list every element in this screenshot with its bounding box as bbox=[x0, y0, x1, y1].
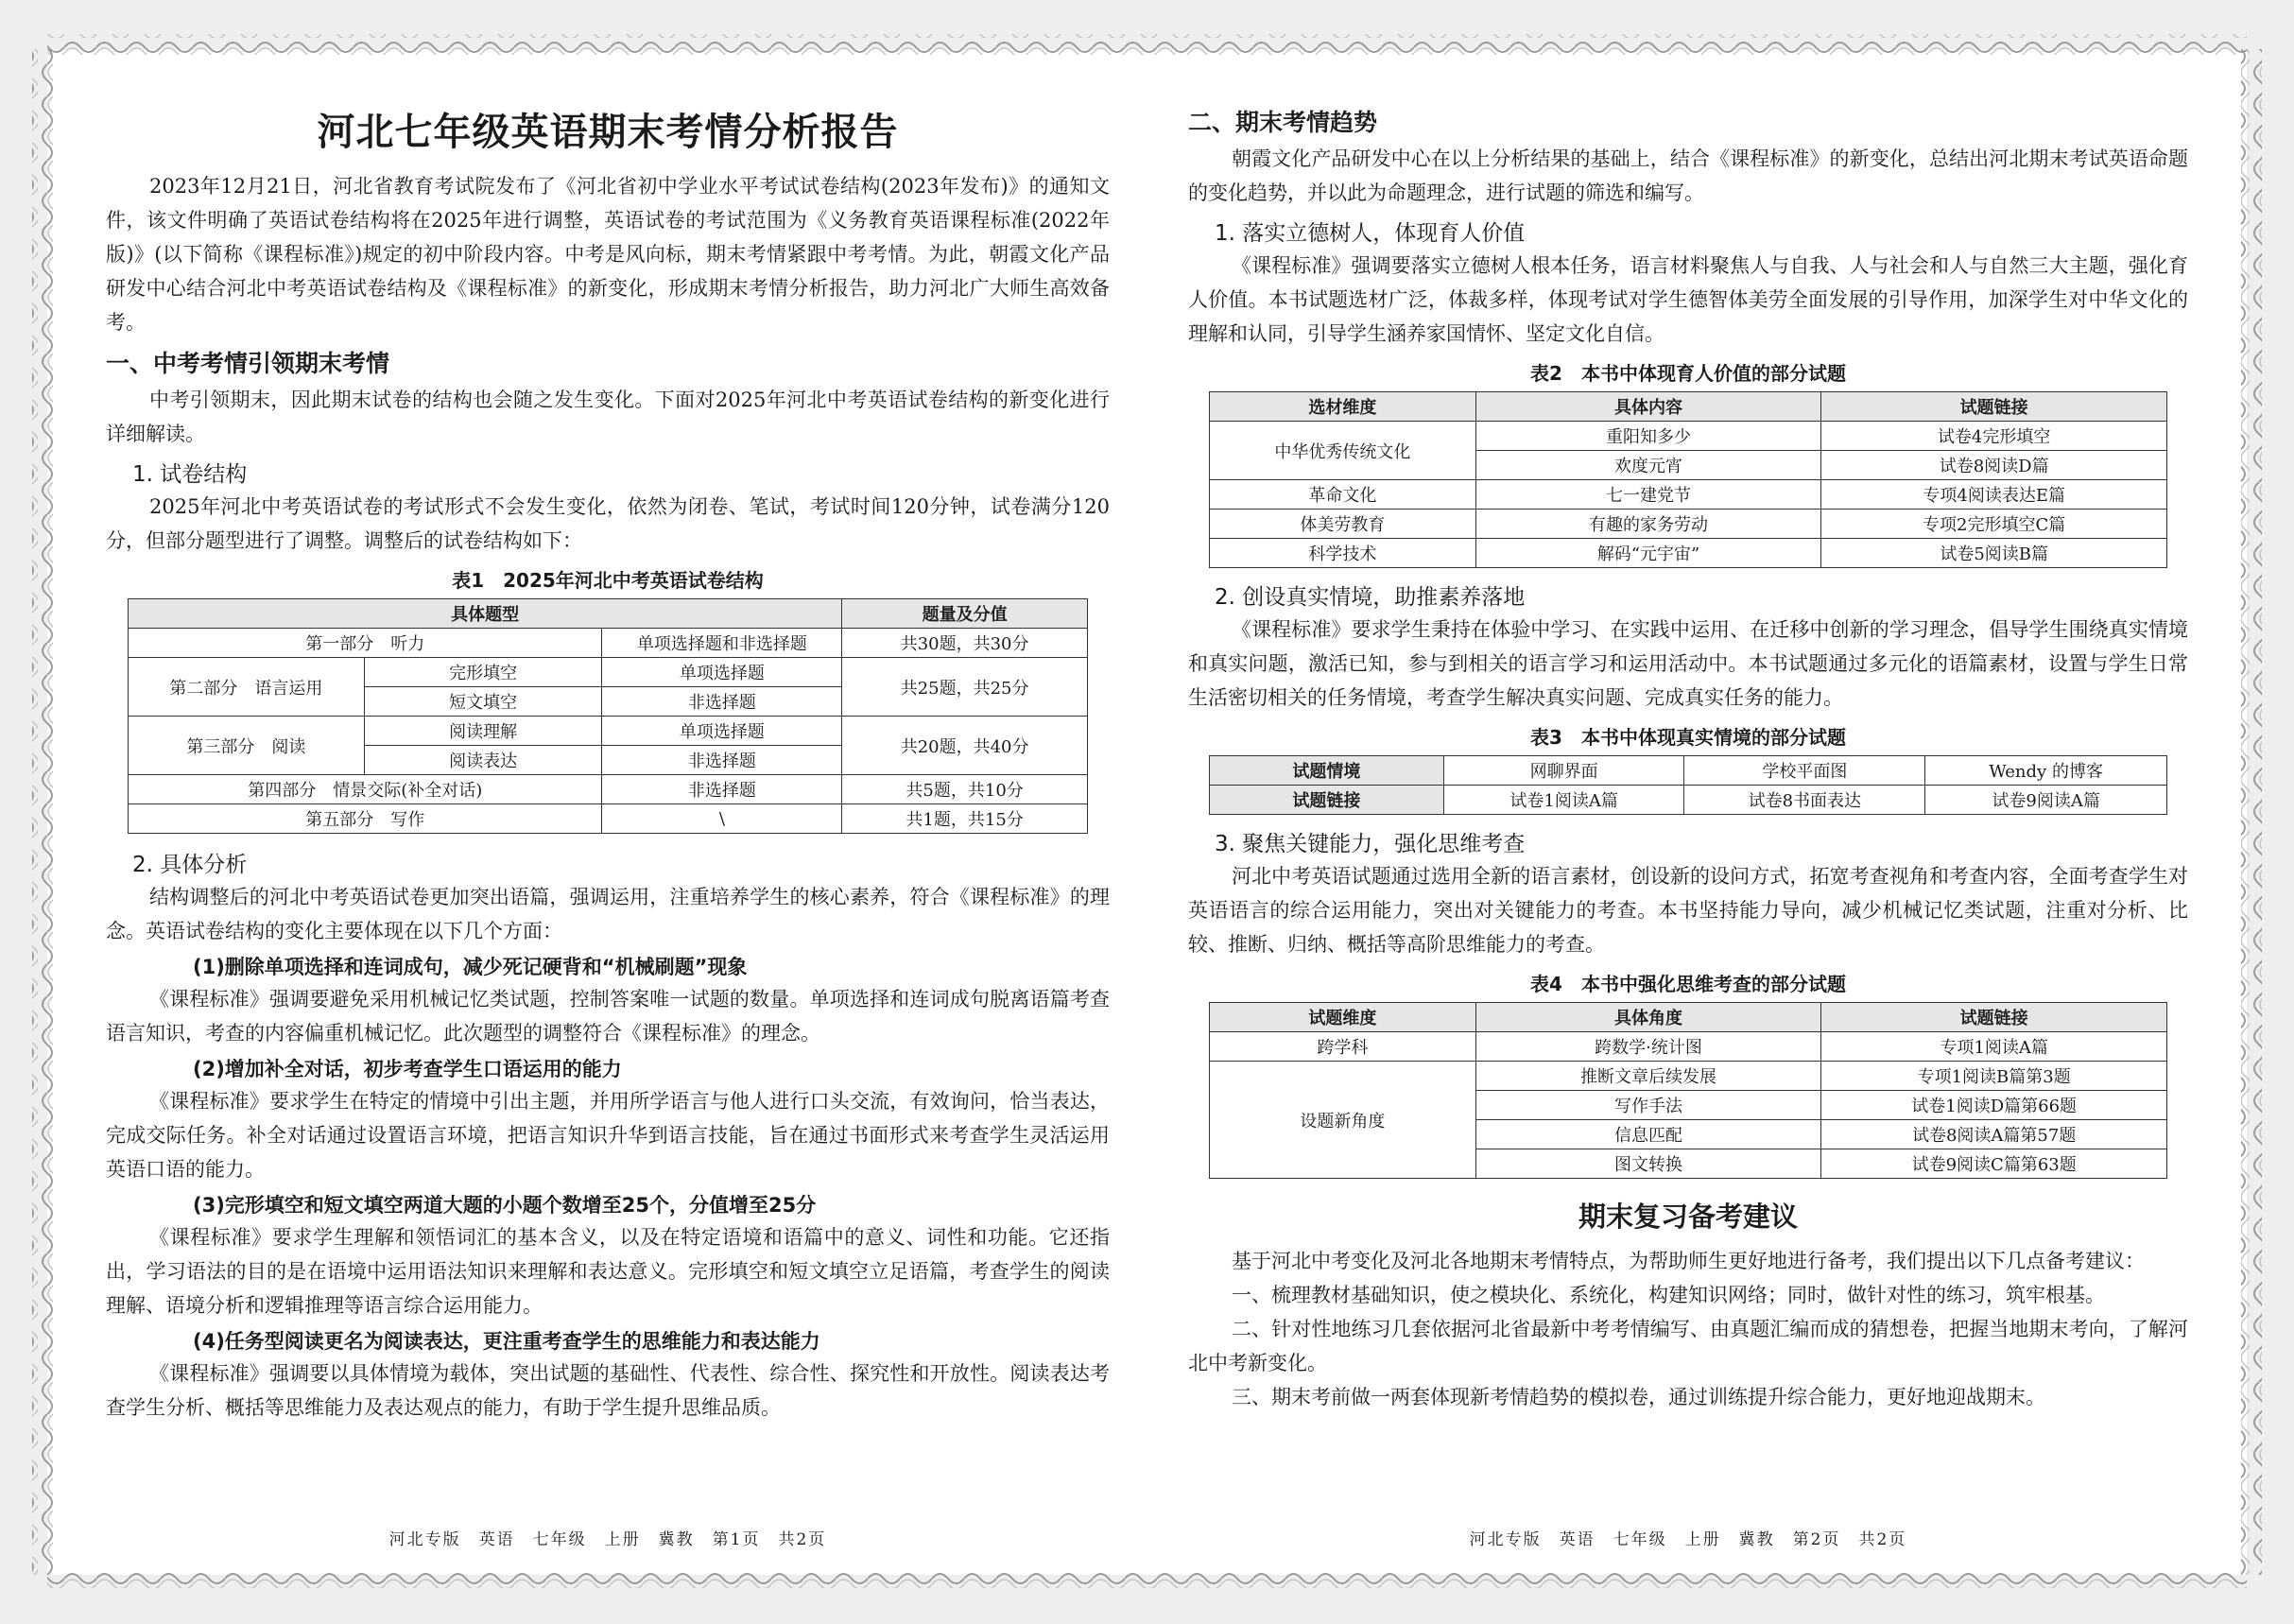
table-cell: 专项1阅读B篇第3题 bbox=[1821, 1062, 2167, 1091]
table-1 bbox=[128, 598, 1088, 834]
table-cell: 解码“元宇宙” bbox=[1475, 539, 1821, 568]
advice-intro: 基于河北中考变化及河北各地期末考情特点，为帮助师生更好地进行备考，我们提出以下几点备考建议： bbox=[1232, 1250, 2145, 1272]
table-cell: 完形填空 bbox=[364, 658, 602, 687]
paper-structure-paragraph: 2025年河北中考英语试卷的考试形式不会发生变化，依然为闭卷、笔试，考试时间120分钟，试卷满分120分，但部分题型进行了调整。调整后的试卷结构如下： bbox=[106, 495, 1110, 552]
section-2-heading: 二、期末考情趋势 bbox=[1188, 109, 1378, 136]
table-cell: 短文填空 bbox=[364, 687, 602, 717]
table-cell: 试题情境 bbox=[1210, 756, 1444, 786]
table-cell: 试卷4完形填空 bbox=[1821, 422, 2167, 451]
page-1 bbox=[106, 66, 1110, 1425]
advice-item-1: 一、梳理教材基础知识，使之模块化、系统化，构建知识网络；同时，做针对性的练习，筑牢根基。 bbox=[1232, 1284, 2105, 1306]
table-cell: 学校平面图 bbox=[1684, 756, 1925, 786]
table-row bbox=[1210, 786, 2167, 815]
table-cell: 专项1阅读A篇 bbox=[1821, 1032, 2167, 1062]
table-cell: 重阳知多少 bbox=[1475, 422, 1821, 451]
table-cell: 非选择题 bbox=[602, 687, 842, 717]
table-cell: 共1题，共15分 bbox=[842, 804, 1088, 834]
table-row bbox=[1210, 480, 2167, 510]
table-header: 具体角度 bbox=[1475, 1003, 1821, 1032]
table-row bbox=[1210, 1003, 2167, 1032]
point-2-heading: (2)增加补全对话，初步考查学生口语运用的能力 bbox=[193, 1058, 622, 1080]
section-1-paragraph: 中考引领期末，因此期末试卷的结构也会随之发生变化。下面对2025年河北中考英语试卷结构的新变化进行详细解读。 bbox=[106, 389, 1110, 445]
table-cell: 阅读表达 bbox=[364, 746, 602, 775]
table-cell: 跨数学·统计图 bbox=[1475, 1032, 1821, 1062]
advice-title: 期末复习备考建议 bbox=[1578, 1201, 1798, 1233]
table-cell: 试卷1阅读A篇 bbox=[1443, 786, 1684, 815]
table-cell: 革命文化 bbox=[1210, 480, 1476, 510]
table-cell: 试题链接 bbox=[1210, 786, 1444, 815]
table-cell: 第三部分 阅读 bbox=[129, 717, 365, 775]
table-row bbox=[1210, 392, 2167, 422]
point-4-paragraph: 《课程标准》强调要以具体情境为载体，突出试题的基础性、代表性、综合性、探究性和开放性。阅读表达考查学生分析、概括等思维能力及表达观点的能力，有助于学生提升思维品质。 bbox=[106, 1362, 1110, 1419]
table-row bbox=[129, 804, 1088, 834]
report-title: 河北七年级英语期末考情分析报告 bbox=[317, 111, 899, 154]
table-cell: 共20题，共40分 bbox=[842, 717, 1088, 775]
advice-item-2: 二、针对性地练习几套依据河北省最新中考考情编写、由真题汇编而成的猜想卷，把握当地期末考向，了解河北中考新变化。 bbox=[1188, 1318, 2188, 1374]
point-3-heading: (3)完形填空和短文填空两道大题的小题个数增至25个，分值增至25分 bbox=[193, 1194, 817, 1217]
table-header: 试题链接 bbox=[1821, 1003, 2167, 1032]
page-2-footer: 河北专版 英语 七年级 上册 冀教 第2页 共2页 bbox=[1469, 1530, 1907, 1549]
subsection-analysis: 2. 具体分析 bbox=[132, 853, 248, 877]
table-cell: 试卷9阅读C篇第63题 bbox=[1821, 1149, 2167, 1179]
table-cell: 专项2完形填空C篇 bbox=[1821, 510, 2167, 539]
table-cell: 第二部分 语言运用 bbox=[129, 658, 365, 717]
table-cell: 网聊界面 bbox=[1443, 756, 1684, 786]
point-4-heading: (4)任务型阅读更名为阅读表达，更注重考查学生的思维能力和表达能力 bbox=[193, 1330, 820, 1353]
point-1-heading: (1)删除单项选择和连词成句，减少死记硬背和“机械刷题”现象 bbox=[193, 956, 748, 978]
table-cell: 单项选择题和非选择题 bbox=[602, 629, 842, 658]
table-4-caption: 表4 本书中强化思维考查的部分试题 bbox=[1530, 973, 1846, 995]
table-row bbox=[129, 629, 1088, 658]
trend-2-heading: 2. 创设真实情境，助推素养落地 bbox=[1215, 585, 1526, 610]
table-cell: 试卷8阅读D篇 bbox=[1821, 451, 2167, 480]
table-row bbox=[1210, 1032, 2167, 1062]
table-cell: 试卷1阅读D篇第66题 bbox=[1821, 1091, 2167, 1120]
subsection-paper-structure: 1. 试卷结构 bbox=[132, 462, 248, 487]
table-header: 具体题型 bbox=[129, 599, 842, 629]
table-cell: 试卷8书面表达 bbox=[1684, 786, 1925, 815]
table-row bbox=[129, 717, 1088, 746]
table-cell: Wendy 的博客 bbox=[1925, 756, 2167, 786]
table-cell: 单项选择题 bbox=[602, 658, 842, 687]
table-cell: 第四部分 情景交际(补全对话) bbox=[129, 775, 602, 804]
page-1-footer: 河北专版 英语 七年级 上册 冀教 第1页 共2页 bbox=[388, 1530, 827, 1549]
table-cell: 共25题，共25分 bbox=[842, 658, 1088, 717]
table-cell: 跨学科 bbox=[1210, 1032, 1476, 1062]
table-1-caption: 表1 2025年河北中考英语试卷结构 bbox=[452, 569, 764, 592]
table-cell: 科学技术 bbox=[1210, 539, 1476, 568]
point-3-paragraph: 《课程标准》要求学生理解和领悟词汇的基本含义，以及在特定语境和语篇中的意义、词性和功能。它还指出，学习语法的目的是在语境中运用语法知识来理解和表达意义。完形填空和短文填空立足语篇，考查学生的阅读理解、语境分析和逻辑推理等语言综合运用能力。 bbox=[106, 1226, 1110, 1317]
table-cell: 共30题，共30分 bbox=[842, 629, 1088, 658]
analysis-paragraph: 结构调整后的河北中考英语试卷更加突出语篇，强调运用，注重培养学生的核心素养，符合《课程标准》的理念。英语试卷结构的变化主要体现在以下几个方面： bbox=[106, 886, 1110, 942]
intro-paragraph: 2023年12月21日，河北省教育考试院发布了《河北省初中学业水平考试试卷结构(2023年发布)》的通知文件，该文件明确了英语试卷结构将在2025年进行调整，英语试卷的考试范围为《义务教育英语课程标准(2022年版)》(以下简称《课程标准》)规定的初中阶段内容。中考是风向标，期末考情紧跟中考考情。为此，朝霞文化产品研发中心结合河北中考英语试卷结构及《课程标准》的新变化，形成期末考情分析报告，助力河北广大师生高效备考。 bbox=[106, 175, 1110, 334]
table-cell: 第一部分 听力 bbox=[129, 629, 602, 658]
table-cell: 第五部分 写作 bbox=[129, 804, 602, 834]
table-cell: 单项选择题 bbox=[602, 717, 842, 746]
table-header: 选材维度 bbox=[1210, 392, 1476, 422]
table-row bbox=[1210, 422, 2167, 451]
table-row bbox=[129, 658, 1088, 687]
table-2 bbox=[1209, 391, 2167, 568]
table-cell: \ bbox=[602, 804, 842, 834]
table-row bbox=[1210, 510, 2167, 539]
table-cell: 试卷5阅读B篇 bbox=[1821, 539, 2167, 568]
advice-item-3: 三、期末考前做一两套体现新考情趋势的模拟卷，通过训练提升综合能力，更好地迎战期末。 bbox=[1232, 1386, 2045, 1408]
table-cell: 试卷8阅读A篇第57题 bbox=[1821, 1120, 2167, 1149]
table-cell: 非选择题 bbox=[602, 775, 842, 804]
table-cell: 图文转换 bbox=[1475, 1149, 1821, 1179]
point-1-paragraph: 《课程标准》强调要避免采用机械记忆类试题，控制答案唯一试题的数量。单项选择和连词成句脱离语篇考查语言知识，考查的内容偏重机械记忆。此次题型的调整符合《课程标准》的理念。 bbox=[106, 988, 1110, 1045]
point-2-paragraph: 《课程标准》要求学生在特定的情境中引出主题，并用所学语言与他人进行口头交流，有效询问，恰当表达，完成交际任务。补全对话通过设置语言环境，把语言知识升华到语言技能，旨在通过书面形式来考查学生灵活运用英语口语的能力。 bbox=[106, 1090, 1110, 1181]
table-cell: 共5题，共10分 bbox=[842, 775, 1088, 804]
table-3-caption: 表3 本书中体现真实情境的部分试题 bbox=[1530, 726, 1846, 749]
table-3 bbox=[1209, 755, 2167, 815]
table-header: 具体内容 bbox=[1475, 392, 1821, 422]
trend-3-paragraph: 河北中考英语试题通过选用全新的语言素材，创设新的设问方式，拓宽考查视角和考查内容，全面考查学生对英语语言的综合运用能力，突出对关键能力的考查。本书坚持能力导向，减少机械记忆类试题，注重对分析、比较、推断、归纳、概括等高阶思维能力的考查。 bbox=[1188, 865, 2188, 956]
table-4 bbox=[1209, 1002, 2167, 1179]
trend-1-heading: 1. 落实立德树人，体现育人价值 bbox=[1215, 221, 1526, 246]
table-row bbox=[129, 599, 1088, 629]
section-1-heading: 一、中考考情引领期末考情 bbox=[106, 350, 390, 377]
page-2 bbox=[1188, 66, 2188, 1414]
trend-2-paragraph: 《课程标准》要求学生秉持在体验中学习、在实践中运用、在迁移中创新的学习理念，倡导学生围绕真实情境和真实问题，激活已知，参与到相关的语言学习和运用活动中。本书试题通过多元化的语篇素材，设置与学生日常生活密切相关的任务情境，考查学生解决真实问题、完成真实任务的能力。 bbox=[1188, 618, 2188, 709]
table-header: 试题维度 bbox=[1210, 1003, 1476, 1032]
table-cell: 欢度元宵 bbox=[1475, 451, 1821, 480]
table-row bbox=[1210, 756, 2167, 786]
table-cell: 试卷9阅读A篇 bbox=[1925, 786, 2167, 815]
table-cell: 设题新角度 bbox=[1210, 1062, 1476, 1179]
table-cell: 有趣的家务劳动 bbox=[1475, 510, 1821, 539]
table-header: 试题链接 bbox=[1821, 392, 2167, 422]
table-cell: 体美劳教育 bbox=[1210, 510, 1476, 539]
table-cell: 推断文章后续发展 bbox=[1475, 1062, 1821, 1091]
table-row bbox=[129, 775, 1088, 804]
table-cell: 阅读理解 bbox=[364, 717, 602, 746]
table-row bbox=[1210, 539, 2167, 568]
table-header: 题量及分值 bbox=[842, 599, 1088, 629]
trend-1-paragraph: 《课程标准》强调要落实立德树人根本任务，语言材料聚焦人与自我、人与社会和人与自然三大主题，强化育人价值。本书试题选材广泛，体裁多样，体现考试对学生德智体美劳全面发展的引导作用，加深学生对中华文化的理解和认同，引导学生涵养家国情怀、坚定文化自信。 bbox=[1188, 254, 2188, 345]
table-2-caption: 表2 本书中体现育人价值的部分试题 bbox=[1530, 362, 1846, 385]
table-row bbox=[1210, 1062, 2167, 1091]
trend-3-heading: 3. 聚焦关键能力，强化思维考查 bbox=[1215, 832, 1526, 856]
table-cell: 七一建党节 bbox=[1475, 480, 1821, 510]
table-cell: 专项4阅读表达E篇 bbox=[1821, 480, 2167, 510]
table-cell: 写作手法 bbox=[1475, 1091, 1821, 1120]
section-2-paragraph: 朝霞文化产品研发中心在以上分析结果的基础上，结合《课程标准》的新变化，总结出河北期末考试英语命题的变化趋势，并以此为命题理念，进行试题的筛选和编写。 bbox=[1188, 147, 2188, 204]
table-cell: 中华优秀传统文化 bbox=[1210, 422, 1476, 480]
table-cell: 信息匹配 bbox=[1475, 1120, 1821, 1149]
table-cell: 非选择题 bbox=[602, 746, 842, 775]
